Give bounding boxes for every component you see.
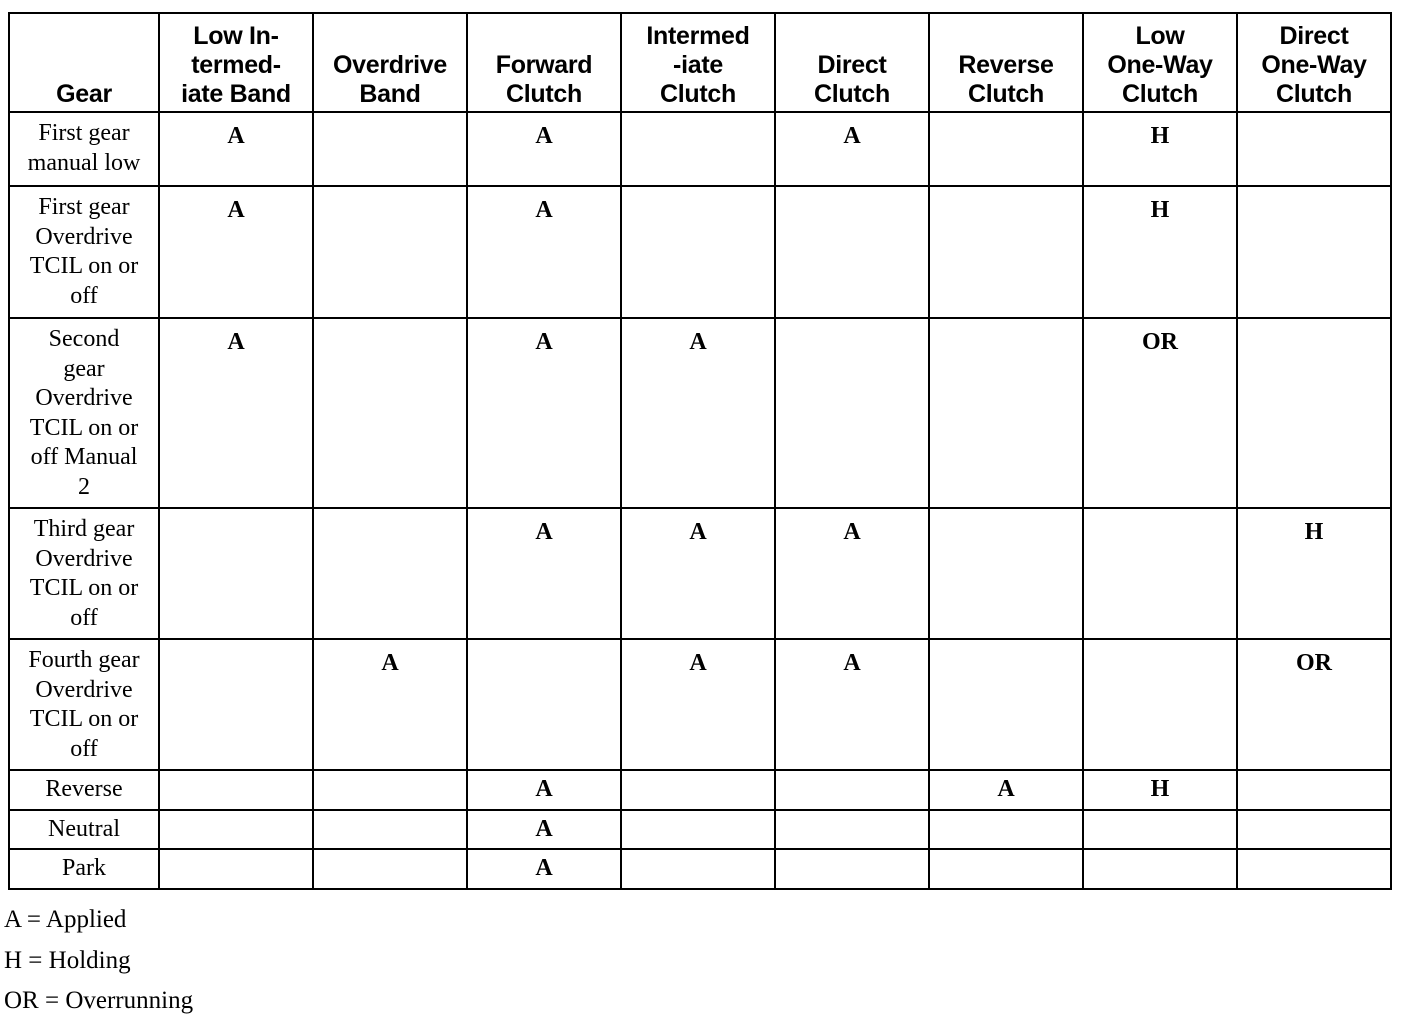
table-cell: A (159, 112, 313, 186)
table-cell (313, 112, 467, 186)
table-cell: A (621, 318, 775, 508)
table-cell: A (621, 639, 775, 770)
table-row (9, 112, 1391, 186)
table-cell (775, 810, 929, 850)
table-cell (159, 810, 313, 850)
table-cell (1237, 112, 1391, 186)
table-cell (313, 810, 467, 850)
table-cell (621, 849, 775, 889)
header-gear: Gear (9, 13, 159, 112)
table-row (9, 849, 1391, 889)
table-cell: A (467, 318, 621, 508)
legend (4, 900, 193, 1022)
table-cell (929, 508, 1083, 639)
table-cell (1237, 770, 1391, 810)
table-cell: A (621, 508, 775, 639)
legend-overrunning: OR = Overrunning (4, 987, 194, 1014)
header-row (9, 13, 1391, 112)
legend-holding: H = Holding (4, 946, 131, 974)
header-reverse-clutch: Reverse Clutch (929, 13, 1083, 112)
table-cell: H (1237, 508, 1391, 639)
header-low-one-way-clutch: Low One-Way Clutch (1083, 13, 1237, 112)
table-cell (1083, 508, 1237, 639)
table-cell: H (1083, 770, 1237, 810)
table-cell: A (775, 639, 929, 770)
header-direct-clutch: Direct Clutch (775, 13, 929, 112)
gear-cell: Reverse (9, 770, 159, 810)
table-cell: OR (1237, 639, 1391, 770)
table-cell (1237, 186, 1391, 318)
table-cell (313, 849, 467, 889)
clutch-table (8, 12, 1392, 890)
table-cell (929, 318, 1083, 508)
table-cell: A (467, 770, 621, 810)
table-cell: A (775, 508, 929, 639)
table-cell: A (467, 849, 621, 889)
table-cell: A (929, 770, 1083, 810)
legend-applied: A = Applied (4, 906, 127, 933)
table-cell: OR (1083, 318, 1237, 508)
gear-cell: Second gear Overdrive TCIL on or off Manual 2 (9, 318, 159, 508)
clutch-application-chart (8, 12, 1392, 890)
table-cell (775, 770, 929, 810)
table-cell (1237, 318, 1391, 508)
table-cell (929, 639, 1083, 770)
table-cell (621, 810, 775, 850)
gear-cell: First gear manual low (9, 112, 159, 186)
table-cell (467, 639, 621, 770)
gear-cell: Park (9, 849, 159, 889)
table-cell (159, 508, 313, 639)
table-cell: A (467, 186, 621, 318)
header-intermediate-clutch: Intermed -iate Clutch (621, 13, 775, 112)
table-cell (621, 186, 775, 318)
table-cell (775, 318, 929, 508)
table-row (9, 186, 1391, 318)
table-cell (313, 186, 467, 318)
table-cell (1237, 810, 1391, 850)
header-forward-clutch: Forward Clutch (467, 13, 621, 112)
table-cell (929, 186, 1083, 318)
gear-cell: Third gear Overdrive TCIL on or off (9, 508, 159, 639)
table-cell (159, 849, 313, 889)
table-row (9, 770, 1391, 810)
table-cell (929, 810, 1083, 850)
table-cell (621, 112, 775, 186)
table-cell: H (1083, 112, 1237, 186)
gear-cell: Fourth gear Overdrive TCIL on or off (9, 639, 159, 770)
table-cell (929, 849, 1083, 889)
table-cell (159, 639, 313, 770)
table-cell (313, 770, 467, 810)
table-cell (313, 318, 467, 508)
table-cell: A (775, 112, 929, 186)
table-cell (1237, 849, 1391, 889)
table-cell: H (1083, 186, 1237, 318)
table-cell: A (467, 810, 621, 850)
table-cell: A (159, 318, 313, 508)
header-low-intermediate-band: Low In- termed- iate Band (159, 13, 313, 112)
table-row (9, 810, 1391, 850)
header-direct-one-way-clutch: Direct One-Way Clutch (1237, 13, 1391, 112)
table-cell: A (159, 186, 313, 318)
table-row (9, 639, 1391, 770)
header-overdrive-band: Overdrive Band (313, 13, 467, 112)
table-cell (621, 770, 775, 810)
table-cell (1083, 639, 1237, 770)
table-cell (313, 508, 467, 639)
gear-cell: Neutral (9, 810, 159, 850)
table-cell (1083, 849, 1237, 889)
table-cell (929, 112, 1083, 186)
table-cell: A (467, 112, 621, 186)
table-row (9, 318, 1391, 508)
table-cell (775, 849, 929, 889)
table-cell: A (467, 508, 621, 639)
table-cell: A (313, 639, 467, 770)
table-cell (775, 186, 929, 318)
table-cell (159, 770, 313, 810)
gear-cell: First gear Overdrive TCIL on or off (9, 186, 159, 318)
table-cell (1083, 810, 1237, 850)
table-row (9, 508, 1391, 639)
